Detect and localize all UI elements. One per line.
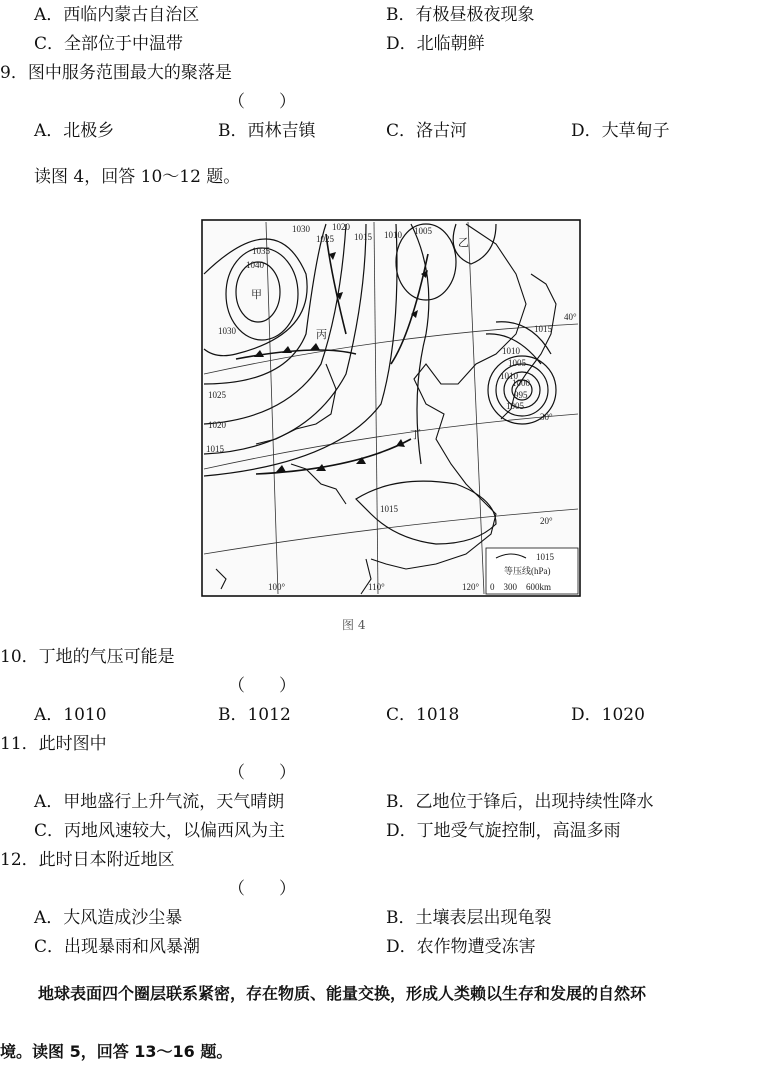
longitude-label-100: 100° xyxy=(268,582,286,592)
place-label-yi: 乙 xyxy=(458,236,469,249)
q11-answer-paren: （ ） xyxy=(228,763,296,783)
figure-caption: 图 4 xyxy=(342,618,366,632)
isobar-label: 1025 xyxy=(208,390,226,400)
q10-option-d: D．1020 xyxy=(571,705,645,725)
q8-option-d: D．北临朝鲜 xyxy=(386,34,485,54)
latitude-label-40: 40° xyxy=(564,312,577,322)
isobar-label: 1005 xyxy=(506,401,524,411)
q8-option-c: C．全部位于中温带 xyxy=(34,34,184,54)
intro-figure-5-line-2: 境。读图 5，回答 13～16 题。 xyxy=(0,1042,233,1061)
isobar-label: 1020 xyxy=(332,222,350,232)
q8-option-a: A．西临内蒙古自治区 xyxy=(34,5,200,25)
q12-option-b: B．土壤表层出现龟裂 xyxy=(386,908,552,928)
q12-stem: 12．此时日本附近地区 xyxy=(0,850,175,870)
place-label-jia: 甲 xyxy=(251,288,262,301)
q8-option-b: B．有极昼极夜现象 xyxy=(386,5,535,25)
q9-option-d: D．大草甸子 xyxy=(571,121,670,141)
q12-option-a: A．大风造成沙尘暴 xyxy=(34,908,183,928)
q12-answer-paren: （ ） xyxy=(228,879,296,899)
isobar-label: 995 xyxy=(514,390,528,400)
isobar-label: 1020 xyxy=(208,420,226,430)
legend-isobar-text: 等压线(hPa) xyxy=(504,566,551,576)
place-label-ding: 丁 xyxy=(410,428,421,441)
q10-stem: 10．丁地的气压可能是 xyxy=(0,647,175,667)
isobar-label: 1015 xyxy=(206,444,224,454)
q10-answer-paren: （ ） xyxy=(228,676,296,696)
isobar-label: 1010 xyxy=(502,346,520,356)
isobar-label: 1030 xyxy=(292,224,310,234)
isobar-label: 1030 xyxy=(218,326,236,336)
legend-scale-text: 0 300 600km xyxy=(490,582,552,592)
q9-stem: 9．图中服务范围最大的聚落是 xyxy=(0,63,232,83)
place-label-bing: 丙 xyxy=(316,328,327,341)
longitude-label-110: 110° xyxy=(368,582,385,592)
isobar-label: 1035 xyxy=(252,246,270,256)
isobar-label: 1015 xyxy=(380,504,398,514)
longitude-label-120: 120° xyxy=(462,582,480,592)
q9-answer-paren: （ ） xyxy=(228,92,296,112)
latitude-label-30: 30° xyxy=(540,412,553,422)
weather-map-figure xyxy=(196,214,586,604)
isobar-label: 1005 xyxy=(508,358,526,368)
isobar-label: 1040 xyxy=(246,260,264,270)
q12-option-c: C．出现暴雨和风暴潮 xyxy=(34,937,201,957)
q10-option-b: B．1012 xyxy=(218,705,291,725)
q11-stem: 11．此时图中 xyxy=(0,734,107,754)
intro-figure-4: 读图 4，回答 10～12 题。 xyxy=(34,167,241,187)
legend-isobar-value: 1015 xyxy=(536,552,554,562)
q11-option-a: A．甲地盛行上升气流，天气晴朗 xyxy=(34,792,285,812)
q12-option-d: D．农作物遭受冻害 xyxy=(386,937,536,957)
isobar-label: 1025 xyxy=(316,234,334,244)
isobar-label: 1010 xyxy=(500,371,518,381)
q10-option-a: A．1010 xyxy=(34,705,107,725)
q9-option-b: B．西林吉镇 xyxy=(218,121,316,141)
q9-option-c: C．洛古河 xyxy=(386,121,468,141)
isobar-label: 1005 xyxy=(414,226,432,236)
intro-figure-5-line-1: 地球表面四个圈层联系紧密，存在物质、能量交换，形成人类赖以生存和发展的自然环 xyxy=(38,984,647,1003)
q11-option-d: D．丁地受气旋控制，高温多雨 xyxy=(386,821,621,841)
isobar-label: 1010 xyxy=(384,230,402,240)
q10-option-c: C．1018 xyxy=(386,705,460,725)
isobar-label: 1015 xyxy=(354,232,372,242)
q9-option-a: A．北极乡 xyxy=(34,121,115,141)
isobar-label: 1015 xyxy=(534,324,552,334)
q11-option-c: C．丙地风速较大，以偏西风为主 xyxy=(34,821,286,841)
q11-option-b: B．乙地位于锋后，出现持续性降水 xyxy=(386,792,654,812)
latitude-label-20: 20° xyxy=(540,516,553,526)
map-legend xyxy=(486,548,578,594)
isobar-label: 1000 xyxy=(512,378,530,388)
